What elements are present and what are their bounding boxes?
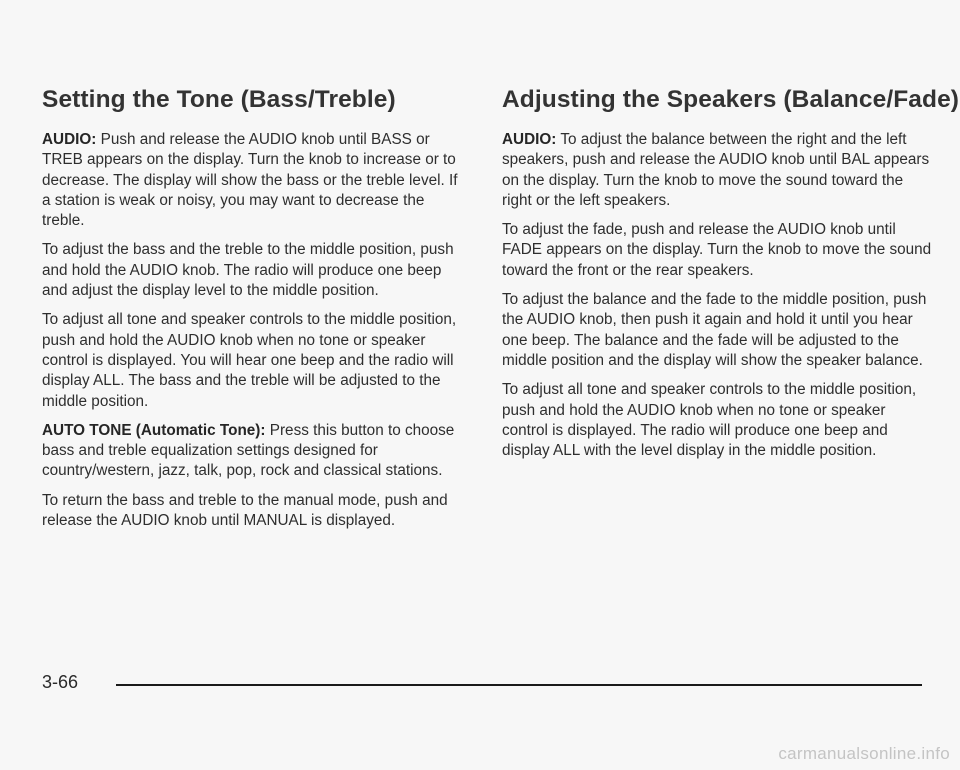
balance-audio-text: To adjust the balance between the right and the left speakers, push and release the AUDIO knob until BAL appears on the display. Turn the knob to move the sound toward the right or the left speakers. [502,131,930,209]
auto-tone-paragraph [42,421,470,482]
footer-divider [116,684,922,686]
watermark: carmanualsonline.info [778,744,950,763]
manual-mode-paragraph: To return the bass and treble to the manual mode, push and release the AUDIO knob until MANUAL is displayed. [42,491,448,530]
tone-all-controls-paragraph: To adjust all tone and speaker controls to the middle position, push and hold the AUDIO knob when no tone or speaker control is displayed. You will hear one beep and the radio will display ALL. The bass and the treble will be adjusted to the middle position. [42,311,457,410]
balance-audio-lead: AUDIO: [502,131,557,148]
tone-audio-paragraph [42,130,470,231]
auto-tone-lead: AUTO TONE (Automatic Tone): [42,421,266,439]
auto-tone-text: Press this button to choose bass and treble equalization settings designed for country/western, jazz, talk, pop, rock and classical stations. [42,421,455,480]
speaker-section-heading: Adjusting the Speakers (Balance/Fade) [502,86,960,113]
tone-section [42,86,470,540]
page-number: 3-66 [42,672,79,692]
balance-fade-middle-paragraph: To adjust the balance and the fade to the middle position, push the AUDIO knob, then push it again and hold it until you hear one beep. The balance and the fade will be adjusted to the middle position and the display will show the speaker balance. [502,291,927,369]
tone-middle-paragraph: To adjust the bass and the treble to the middle position, push and hold the AUDIO knob. The radio will produce one beep and adjust the display level to the middle position. [42,241,454,300]
tone-audio-text: Push and release the AUDIO knob until BASS or TREB appears on the display. Turn the knob to increase or to decrease. The display will show the bass or the treble level. If a station is weak or noisy, you may want to decrease the treble. [42,131,458,230]
speaker-all-controls-paragraph: To adjust all tone and speaker controls to the middle position, push and hold the AUDIO knob when no tone or speaker control is displayed. The radio will produce one beep and display ALL with the level display in the middle position. [502,381,917,460]
balance-audio-paragraph [502,130,932,211]
fade-paragraph: To adjust the fade, push and release the AUDIO knob until FADE appears on the display. Turn the knob to move the sound toward the front or the rear speakers. [502,221,932,279]
tone-section-heading: Setting the Tone (Bass/Treble) [42,86,396,113]
speaker-section [502,86,960,470]
tone-audio-lead: AUDIO: [42,131,97,148]
